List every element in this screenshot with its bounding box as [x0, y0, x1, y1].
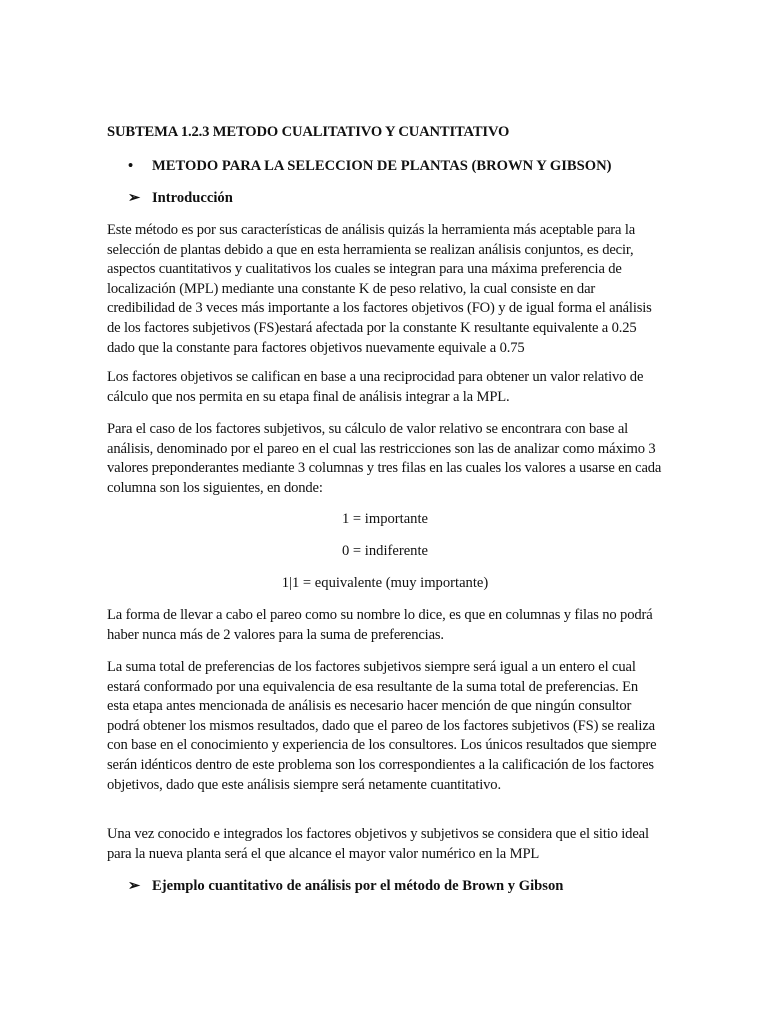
value-important: 1 = importante [341, 511, 429, 527]
intro-heading: Introducción [152, 190, 233, 206]
paragraph-ideal-site: Una vez conocido e integrados los factores objetivos y subjetivos se considera que el sitio ideal para la nueva planta será el que alcance el mayor valor numérico en la MPL [107, 826, 649, 862]
arrowhead-bullet-icon: ➢ [128, 190, 141, 206]
paragraph-preferences-total: La suma total de preferencias de los factores subjetivos siempre será igual a un entero el cual estará conformado por una equivalencia de esa resultante de la suma total de preferencias. En esta etapa antes mencionada de análisis es necesario hacer mención de que ningún consultor podrá obtener los mismos resultados, dado que el pareo de los factores subjetivos (FS) se realiza con base en el conocimiento y experiencia de los consultores. Los únicos resultados que siempre serán idénticos dentro de este problema son los correspondientes a la calificación de los factores objetivos, dado que este análisis siempre será netamente cuantitativo. [107, 659, 657, 793]
subtopic-heading: SUBTEMA 1.2.3 METODO CUALITATIVO Y CUANTITATIVO [107, 124, 510, 140]
paragraph-objective-factors: Los factores objetivos se califican en base a una reciprocidad para obtener un valor relativo de cálculo que nos permita en su etapa final de análisis integrar a la MPL. [107, 369, 644, 405]
arrowhead-bullet-icon: ➢ [128, 878, 141, 894]
paragraph-pairing: La forma de llevar a cabo el pareo como su nombre lo dice, es que en columnas y filas no podrá haber nunca más de 2 valores para la suma de preferencias. [107, 607, 653, 643]
paragraph-subjective-factors: Para el caso de los factores subjetivos, su cálculo de valor relativo se encontrara con base al análisis, denominado por el pareo en el cual las restricciones son las de analizar como máximo 3 valores preponderantes mediante 3 columnas y tres filas en las cuales los valores a usarse en cada columna son los siguientes, en donde: [107, 421, 662, 496]
value-equivalent: 1|1 = equivalente (muy importante) [281, 575, 489, 591]
bullet-main-text: METODO PARA LA SELECCION DE PLANTAS (BROWN Y GIBSON) [152, 158, 612, 174]
value-indifferent: 0 = indiferente [341, 543, 429, 559]
example-heading: Ejemplo cuantitativo de análisis por el método de Brown y Gibson [152, 878, 564, 894]
paragraph-method-description: Este método es por sus características de análisis quizás la herramienta más aceptable para la selección de plantas debido a que en esta herramienta se realizan análisis conjuntos, es decir, aspectos cuantitativos y cualitativos los cuales se integran para una máxima preferencia de localización (MPL) mediante una constante K de peso relativo, la cual consiste en dar credibilidad de 3 veces más importante a los factores objetivos (FO) y de igual forma el análisis de los factores subjetivos (FS)estará afectada por la constante K resultante equivalente a 0.25 dado que la constante para factores objetivos nuevamente equivale a 0.75 [107, 222, 652, 356]
bullet-dot-icon: • [128, 158, 134, 174]
